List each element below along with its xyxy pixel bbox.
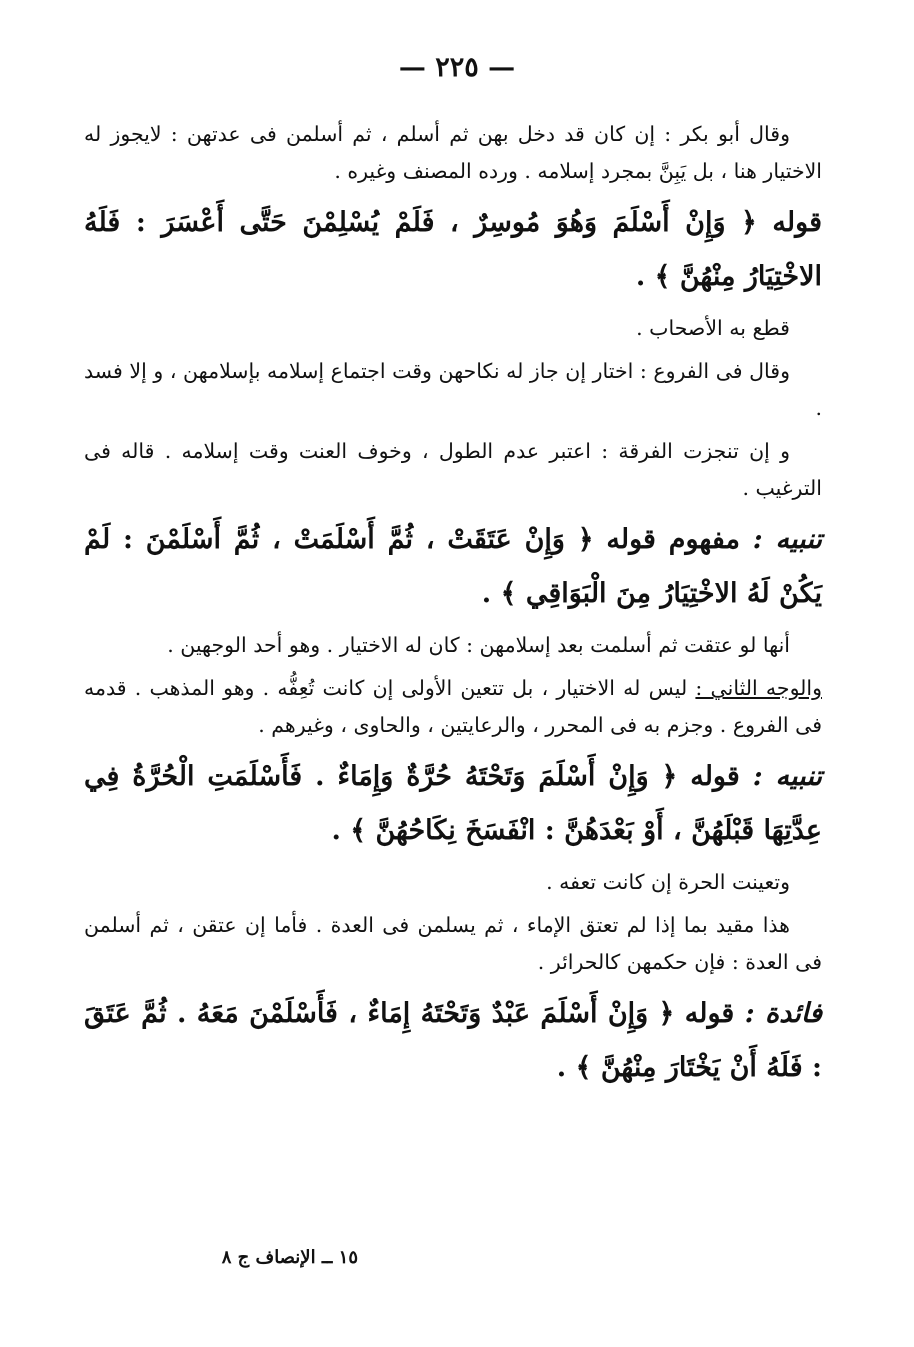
paragraph-law-atqat: أنها لو عتقت ثم أسلمت بعد إسلامهن : كان له الاختيار . وهو أحد الوجهين . [167, 633, 790, 657]
paragraph-tanajjazat: و إن تنجزت الفرقة : اعتبر عدم الطول ، وخوف العنت وقت إسلامه . قاله فى الترغيب . [84, 439, 822, 500]
quote-atqat [84, 513, 822, 621]
paragraph-muqayyad: هذا مقيد بما إذا لم تعتق الإماء ، ثم يسلمن فى العدة . فأما إن عتقن ، ثم أسلمن فى العدة : فإن حكمهن كالحرائر . [84, 913, 822, 974]
quote-atqat-text: مفهوم قوله ﴿ وَإِنْ عَتَقَتْ ، ثُمَّ أَسْلَمَتْ ، ثُمَّ أَسْلَمْنَ : لَمْ يَكُنْ لَهُ الاخْتِيَارُ مِنَ الْبَوَاقِي ﴾ . [84, 524, 822, 609]
second-view-text: ليس له الاختيار ، بل تتعين الأولى إن كانت تُعِفُّه . وهو المذهب . قدمه فى الفروع . وجزم به فى المحرر ، والرعايتين ، والحاوى ، وغيرهم . [84, 676, 822, 737]
faida-label: فائدة : [744, 998, 822, 1029]
tanbih-label: تنبيه : [752, 524, 822, 555]
quote-abd [84, 987, 822, 1095]
quote-hurra-text: قوله ﴿ وَإِنْ أَسْلَمَ وَتَحْتَهُ حُرَّةٌ وَإِمَاءٌ . فَأَسْلَمَتِ الْحُرَّةُ فِي عِدَّتِهَا قَبْلَهُنَّ ، أَوْ بَعْدَهُنَّ : انْفَسَخَ نِكَاحُهُنَّ ﴾ . [84, 761, 822, 846]
page-body [84, 116, 822, 1101]
paragraph-second-view [84, 670, 822, 744]
paragraph-furu: وقال فى الفروع : اختار إن جاز له نكاحهن وقت اجتماع إسلامه بإسلامهن ، و إلا فسد . [84, 359, 822, 420]
paragraph-ashab: قطع به الأصحاب . [636, 316, 790, 340]
paragraph-abu-bakr: وقال أبو بكر : إن كان قد دخل بهن ثم أسلم ، ثم أسلمن فى عدتهن : لايجوز له الاختيار هنا ، بل يَبِنَّ بمجرد إسلامه . ورده المصنف وغيره . [84, 122, 822, 183]
quote-hurra [84, 750, 822, 858]
tanbih-label: تنبيه : [752, 761, 822, 792]
footer-signature: ١٥ ــ الإنصاف ج ٨ [221, 1247, 358, 1268]
quote-abd-text: قوله ﴿ وَإِنْ أَسْلَمَ عَبْدٌ وَتَحْتَهُ إِمَاءٌ ، فَأَسْلَمْنَ مَعَهُ . ثُمَّ عَتَقَ : فَلَهُ أَنْ يَخْتَارَ مِنْهُنَّ ﴾ . [84, 998, 822, 1083]
page-number: — ٢٢٥ — [398, 52, 516, 83]
quote-muser: قوله ﴿ وَإِنْ أَسْلَمَ وَهُوَ مُوسِرٌ ، فَلَمْ يُسْلِمْنَ حَتَّى أَعْسَرَ : فَلَهُ الاخْتِيَارُ مِنْهُنَّ ﴾ . [84, 207, 822, 292]
paragraph-taayyanat: وتعينت الحرة إن كانت تعفه . [546, 870, 790, 894]
second-view-label: والوجه الثاني : [695, 676, 822, 700]
